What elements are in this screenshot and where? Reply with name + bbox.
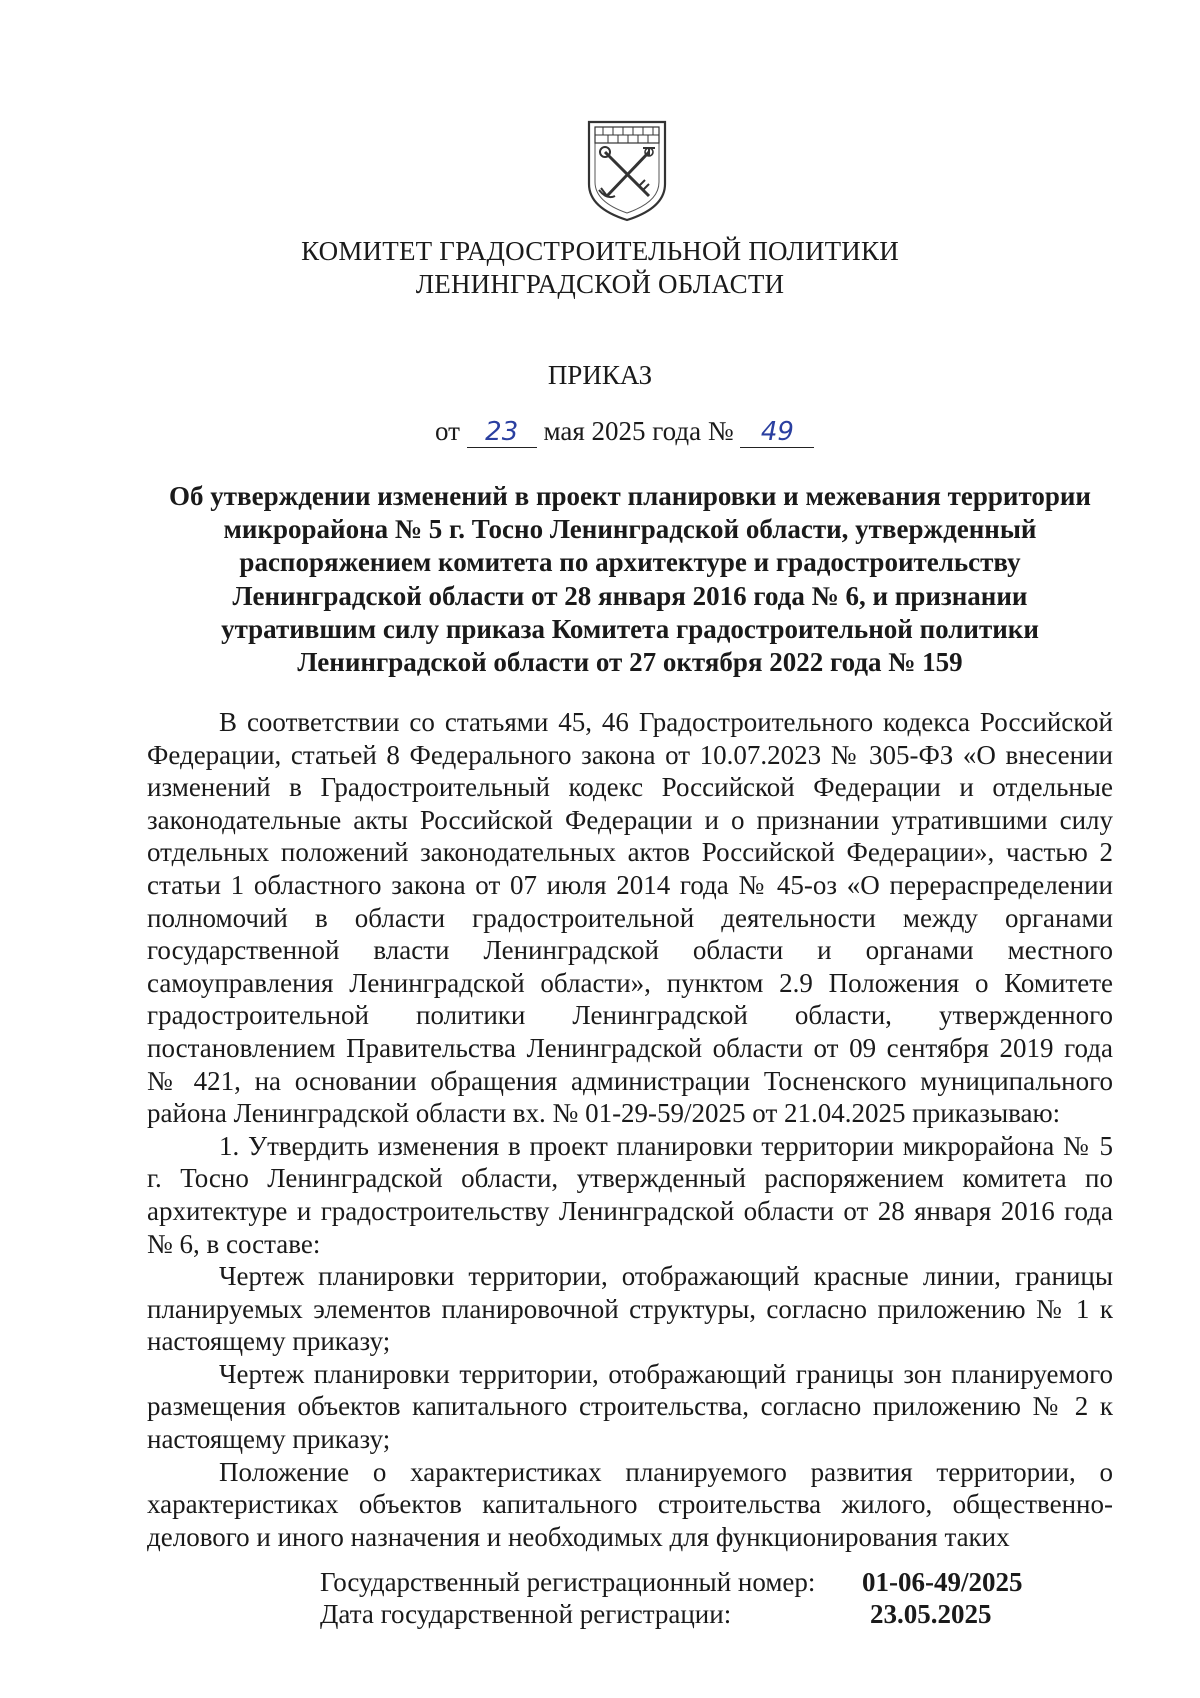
committee-name-line-2: ЛЕНИНГРАДСКОЙ ОБЛАСТИ bbox=[415, 269, 785, 299]
characteristics-paragraph: Положение о характеристиках планируемого развития территории, о характеристиках объектов капитального строительства жилого, общественно-делового и иного назначения и необходимых для функционирования таких bbox=[147, 1456, 1113, 1552]
subject-line: распоряжением комитета по архитектуре и градостроительству bbox=[239, 547, 1021, 578]
registration-number-row bbox=[320, 1566, 1022, 1598]
subject-line: Об утверждении изменений в проект планировки и межевания территории bbox=[169, 481, 1091, 511]
order-day-handwritten: 23 bbox=[467, 417, 537, 448]
subject-line: Ленинградской области от 27 октября 2022 года № 159 bbox=[297, 647, 963, 678]
drawing-red-lines-paragraph: Чертеж планировки территории, отображающий красные линии, границы планируемых элементов планировочной структуры, согласно приложению № 1 к настоящему приказу; bbox=[147, 1261, 1113, 1357]
subject-line: Ленинградской области от 28 января 2016 года № 6, и признании bbox=[232, 580, 1028, 611]
registration-date-value: 23.05.2025 bbox=[870, 1599, 992, 1629]
subject-line: утратившим силу приказа Комитета градостроительной политики bbox=[221, 613, 1039, 644]
registration-number-value: 01-06-49/2025 bbox=[862, 1567, 1023, 1597]
preamble-paragraph: В соответствии со статьями 45, 46 Градостроительного кодекса Российской Федерации, статьей 8 Федерального закона от 10.07.2023 № 305-ФЗ «О внесении изменений в Градостроительный кодекс Российской Федерации и отдельные законодательные акты Российской Федерации и о признании утратившими силу отдельных положений законодательных актов Российской Федерации», частью 2 статьи 1 областного закона от 07 июля 2014 года № 45-оз «О перераспределении полномочий в области градостроительной деятельности между органами государственной власти Ленинградской области и органами местного самоуправления Ленинградской области», пунктом 2.9 Положения о Комитете градостроительной политики Ленинградской области, утвержденного постановлением Правительства Ленинградской области от 09 сентября 2019 года № 421, на основании обращения администрации Тосненского муниципального района Ленинградской области вх. № 01-29-59/2025 от 21.04.2025 приказываю: bbox=[147, 707, 1113, 1129]
order-date-prefix: от bbox=[435, 416, 460, 446]
order-body bbox=[147, 706, 1113, 1553]
registration-stamp bbox=[320, 1566, 1022, 1630]
order-subject bbox=[140, 480, 1120, 679]
coat-of-arms-emblem bbox=[585, 118, 669, 224]
subject-line: микрорайона № 5 г. Тосно Ленинградской области, утвержденный bbox=[223, 514, 1037, 545]
committee-name-line-1: КОМИТЕТ ГРАДОСТРОИТЕЛЬНОЙ ПОЛИТИКИ bbox=[301, 236, 899, 266]
drawing-zones-paragraph: Чертеж планировки территории, отображающий границы зон планируемого размещения объектов капитального строительства, согласно приложению № 2 к настоящему приказу; bbox=[147, 1358, 1113, 1455]
registration-date-row bbox=[320, 1598, 1022, 1630]
item-1-paragraph: 1. Утвердить изменения в проект планировки территории микрорайона № 5 г. Тосно Ленинградской области, утвержденный распоряжением комитета по архитектуре и градостроительству Ленинградской области от 28 января 2016 года № 6, в составе: bbox=[147, 1130, 1113, 1259]
order-title: ПРИКАЗ bbox=[547, 360, 653, 390]
order-date-number-line bbox=[435, 416, 814, 448]
order-month-year-label: мая 2025 года № bbox=[543, 416, 734, 446]
registration-number-label: Государственный регистрационный номер: bbox=[320, 1567, 816, 1597]
registration-date-label: Дата государственной регистрации: bbox=[320, 1599, 732, 1629]
order-number-handwritten: 49 bbox=[740, 417, 814, 448]
